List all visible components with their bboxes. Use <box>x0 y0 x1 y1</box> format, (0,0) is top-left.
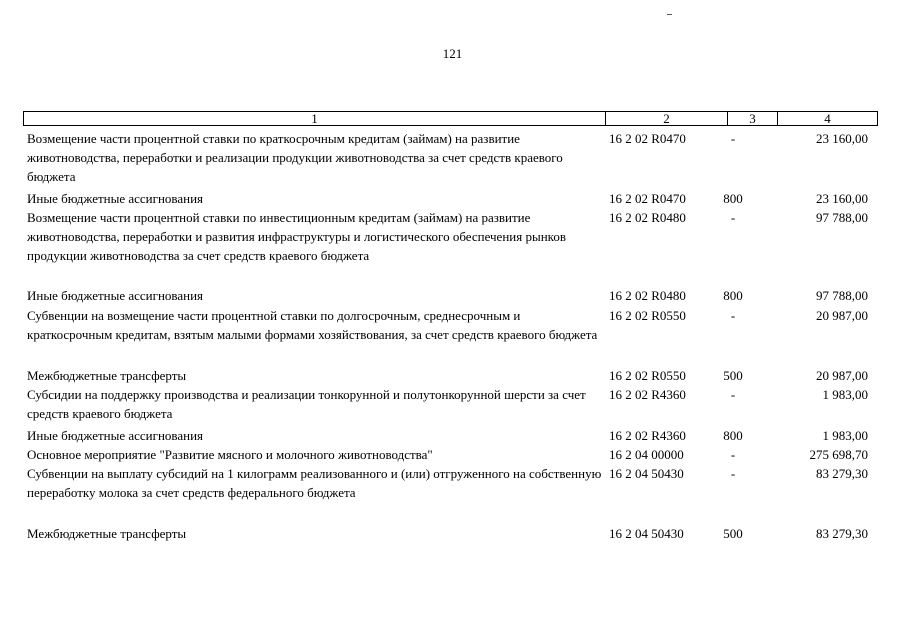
row-amount: 23 160,00 <box>816 131 868 146</box>
row-type: - <box>730 447 736 462</box>
row-code: 16 2 02 R0480 <box>609 288 686 303</box>
page-number: 121 <box>442 46 463 61</box>
row-amount: 83 279,30 <box>816 526 868 541</box>
row-code: 16 2 04 50430 <box>609 526 684 541</box>
row-amount: 23 160,00 <box>816 191 868 206</box>
row-amount: 1 983,00 <box>822 428 868 443</box>
row-description: Иные бюджетные ассигнования <box>27 288 204 303</box>
row-description: Возмещение части процентной ставки по краткосрочным кредитам (займам) на развитие животноводства, переработки и реализации продукции животноводства за счет средств краевого бюджета <box>27 131 563 184</box>
row-description: Субвенции на возмещение части процентной ставки по долгосрочным, среднесрочным и краткосрочным кредитам, взятым малыми формами хозяйствования, за счет средств краевого бюджета <box>27 308 598 342</box>
row-code: 16 2 02 R0480 <box>609 210 686 225</box>
row-type: - <box>730 387 736 402</box>
row-code: 16 2 02 R4360 <box>609 428 686 443</box>
row-amount: 83 279,30 <box>816 466 868 481</box>
table-header <box>23 111 878 126</box>
row-code: 16 2 02 R0550 <box>609 308 686 323</box>
row-description: Иные бюджетные ассигнования <box>27 191 204 206</box>
row-code: 16 2 04 50430 <box>609 466 684 481</box>
row-description: Иные бюджетные ассигнования <box>27 428 204 443</box>
row-amount: 20 987,00 <box>816 368 868 383</box>
row-amount: 20 987,00 <box>816 308 868 323</box>
row-code: 16 2 02 R0550 <box>609 368 686 383</box>
row-type: - <box>730 131 736 146</box>
row-code: 16 2 02 R4360 <box>609 387 686 402</box>
column-header-1: 1 <box>24 112 606 125</box>
column-header-4: 4 <box>824 111 831 126</box>
row-code: 16 2 02 R0470 <box>609 191 686 206</box>
row-type: 500 <box>723 368 743 383</box>
row-description: Возмещение части процентной ставки по инвестиционным кредитам (займам) на развитие животноводства, переработки и развития инфраструктуры и логистического обеспечения рынков продукции животноводства за счет средств краевого бюджета <box>27 210 566 263</box>
row-type: - <box>730 308 736 323</box>
row-type: 500 <box>723 526 743 541</box>
row-type: 800 <box>723 288 743 303</box>
row-amount: 275 698,70 <box>809 447 868 462</box>
row-type: 800 <box>723 191 743 206</box>
row-description: Межбюджетные трансферты <box>27 526 187 541</box>
row-type: - <box>730 210 736 225</box>
row-code: 16 2 02 R0470 <box>609 131 686 146</box>
row-type: - <box>730 466 736 481</box>
row-description: Межбюджетные трансферты <box>27 368 187 383</box>
row-description: Основное мероприятие "Развитие мясного и молочного животноводства" <box>27 447 433 462</box>
scan-mark <box>667 14 672 15</box>
row-description: Субсидии на поддержку производства и реализации тонкорунной и полутонкорунной шерсти за счет средств краевого бюджета <box>27 387 586 421</box>
row-amount: 97 788,00 <box>816 210 868 225</box>
column-header-3: 3 <box>728 112 778 125</box>
row-amount: 1 983,00 <box>822 387 868 402</box>
column-header-2: 2 <box>606 112 728 125</box>
row-description: Субвенции на выплату субсидий на 1 килограмм реализованного и (или) отгруженного на собственную переработку молока за счет средств федерального бюджета <box>27 466 602 500</box>
row-amount: 97 788,00 <box>816 288 868 303</box>
row-type: 800 <box>723 428 743 443</box>
row-code: 16 2 04 00000 <box>609 447 684 462</box>
